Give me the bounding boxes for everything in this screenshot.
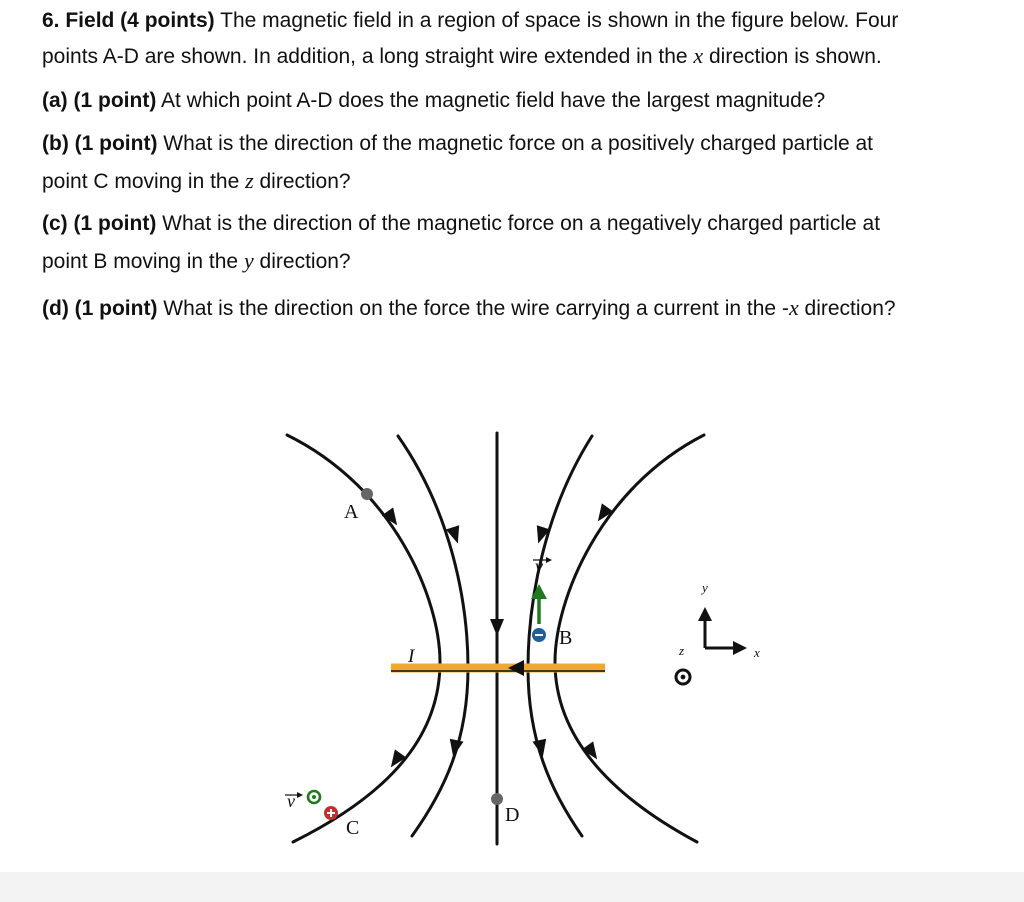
dot-center <box>312 795 316 799</box>
question-c-var-y: y <box>243 248 254 273</box>
point-c-label: C <box>346 817 360 839</box>
field-lines <box>287 433 704 844</box>
question-b-var-z: z <box>245 168 254 193</box>
z-axis-dot <box>681 675 686 680</box>
field-line-outer-right <box>555 435 704 842</box>
question-b-text-2a: point C moving in the <box>42 170 246 193</box>
point-d-marker <box>491 793 503 805</box>
point-a-marker <box>361 488 373 500</box>
question-d-var-x: x <box>788 295 799 320</box>
question-b-label: (b) (1 point) <box>42 132 158 155</box>
question-a-text: At which point A-D does the magnetic field have the largest magnitude? <box>156 89 826 112</box>
y-axis-arrow-icon <box>698 607 712 621</box>
intro-text-1: The magnetic field in a region of space is shown in the figure below. Four <box>214 9 899 32</box>
x-axis-arrow-icon <box>733 641 747 655</box>
question-d-text-b: direction? <box>798 297 896 320</box>
current-arrow-icon <box>508 660 524 676</box>
problem-heading: 6. Field (4 points) <box>42 9 215 32</box>
question-d-text-a: What is the direction on the force the wire carrying a current in the - <box>157 297 789 320</box>
field-line-inner-left <box>398 436 468 836</box>
bottom-bar <box>0 872 1024 902</box>
current-label: I <box>408 646 415 667</box>
question-c-text-1: What is the direction of the magnetic force on a negatively charged particle at <box>156 212 881 235</box>
question-c-label: (c) (1 point) <box>42 212 157 235</box>
velocity-label-b: v <box>535 556 543 576</box>
point-c-charge <box>308 791 338 820</box>
question-a-label: (a) (1 point) <box>42 89 157 112</box>
point-b-label: B <box>559 627 573 649</box>
intro-var-x: x <box>693 43 704 68</box>
axis-z-label: z <box>679 643 685 658</box>
intro-text-2a: points A-D are shown. In addition, a long straight wire extended in the <box>42 45 694 68</box>
vector-bar-head-icon <box>546 557 552 563</box>
axis-y-label: y <box>702 580 708 595</box>
question-b-text-2b: direction? <box>253 170 351 193</box>
question-b-text-1: What is the direction of the magnetic force on a positively charged particle at <box>157 132 874 155</box>
point-d-label: D <box>505 804 520 826</box>
intro-text-2b: direction is shown. <box>703 45 882 68</box>
question-c-text-2b: direction? <box>253 250 351 273</box>
axis-x-label: x <box>754 645 760 660</box>
vector-bar-head-icon <box>297 792 303 798</box>
arrowhead-icon <box>490 619 504 636</box>
question-d-label: (d) (1 point) <box>42 297 158 320</box>
coordinate-axes <box>676 607 747 684</box>
point-a-label: A <box>344 501 359 523</box>
velocity-label-c: v <box>287 791 295 811</box>
question-c-text-2a: point B moving in the <box>42 250 244 273</box>
